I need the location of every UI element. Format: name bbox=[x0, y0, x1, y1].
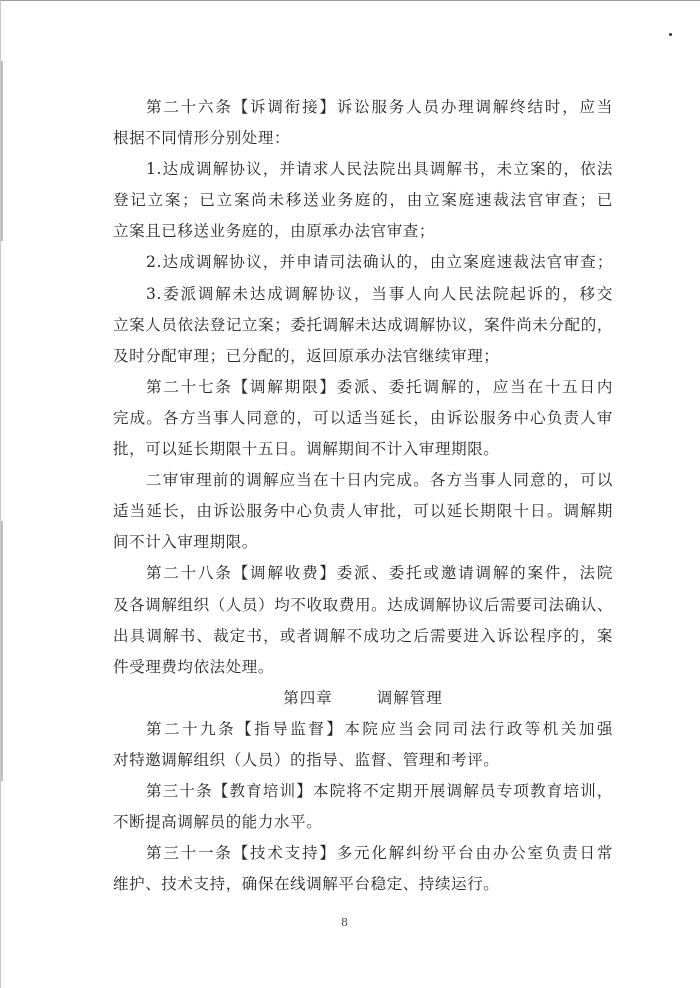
paragraphs-before-chapter bbox=[113, 92, 613, 683]
scan-speck bbox=[669, 33, 672, 36]
scan-edge-mark bbox=[1, 61, 3, 241]
text-line: 二审审理前的调解应当在十日内完成。各方当事人同意的，可以 bbox=[146, 471, 613, 490]
text-line: 第二十七条【调解期限】委派、委托调解的，应当在十五日内 bbox=[146, 377, 613, 396]
page-number: 8 bbox=[341, 916, 348, 929]
scan-edge-mark bbox=[1, 521, 3, 781]
text-line: 立案且已移送业务庭的，由原承办法官审查； bbox=[113, 222, 436, 241]
paragraphs-after-chapter bbox=[113, 714, 613, 901]
text-line: 立案人员依法登记立案；委托调解未达成调解协议，案件尚未分配的， bbox=[113, 315, 613, 334]
text-line: 登记立案；已立案尚未移送业务庭的，由立案庭速裁法官审查；已 bbox=[113, 191, 613, 210]
text-line: 3.委派调解未达成调解协议，当事人向人民法院起诉的，移交 bbox=[146, 284, 613, 303]
text-line: 2.达成调解协议，并申请司法确认的，由立案庭速裁法官审查； bbox=[146, 253, 613, 272]
chapter-title: 调解管理 bbox=[376, 688, 443, 707]
text-line: 维护、技术支持，确保在线调解平台稳定、持续运行。 bbox=[113, 875, 500, 894]
text-line: 第三十一条【技术支持】多元化解纠纷平台由办公室负责日常 bbox=[146, 844, 613, 863]
text-line: 第二十八条【调解收费】委派、委托或邀请调解的案件，法院 bbox=[146, 564, 613, 583]
document-body bbox=[113, 92, 613, 900]
text-line: 出具调解书、裁定书，或者调解不成功之后需要进入诉讼程序的，案 bbox=[113, 626, 613, 645]
text-line: 完成。各方当事人同意的，可以适当延长，由诉讼服务中心负责人审 bbox=[113, 408, 613, 427]
text-line: 根据不同情形分别处理： bbox=[113, 129, 291, 148]
text-line: 批，可以延长期限十五日。调解期间不计入审理期限。 bbox=[113, 440, 500, 459]
chapter-number: 第四章 bbox=[283, 688, 333, 707]
text-line: 及各调解组织（人员）均不收取费用。达成调解协议后需要司法确认、 bbox=[113, 595, 613, 614]
text-line: 第二十九条【指导监督】本院应当会同司法行政等机关加强 bbox=[146, 719, 613, 738]
text-line: 对特邀调解组织（人员）的指导、监督、管理和考评。 bbox=[113, 750, 500, 769]
text-line: 适当延长，由诉讼服务中心负责人审批，可以延长期限十日。调解期 bbox=[113, 502, 613, 521]
text-line: 间不计入审理期限。 bbox=[113, 533, 258, 552]
text-line: 1.达成调解协议，并请求人民法院出具调解书，未立案的，依法 bbox=[146, 160, 613, 179]
text-line: 件受理费均依法处理。 bbox=[113, 657, 275, 676]
chapter-heading bbox=[113, 683, 613, 714]
text-line: 第三十条【教育培训】本院将不定期开展调解员专项教育培训， bbox=[146, 782, 613, 801]
text-line: 及时分配审理；已分配的，返回原承办法官继续审理； bbox=[113, 346, 500, 365]
text-line: 不断提高调解员的能力水平。 bbox=[113, 813, 323, 832]
text-line: 第二十六条【诉调衔接】诉讼服务人员办理调解终结时，应当 bbox=[146, 98, 613, 116]
